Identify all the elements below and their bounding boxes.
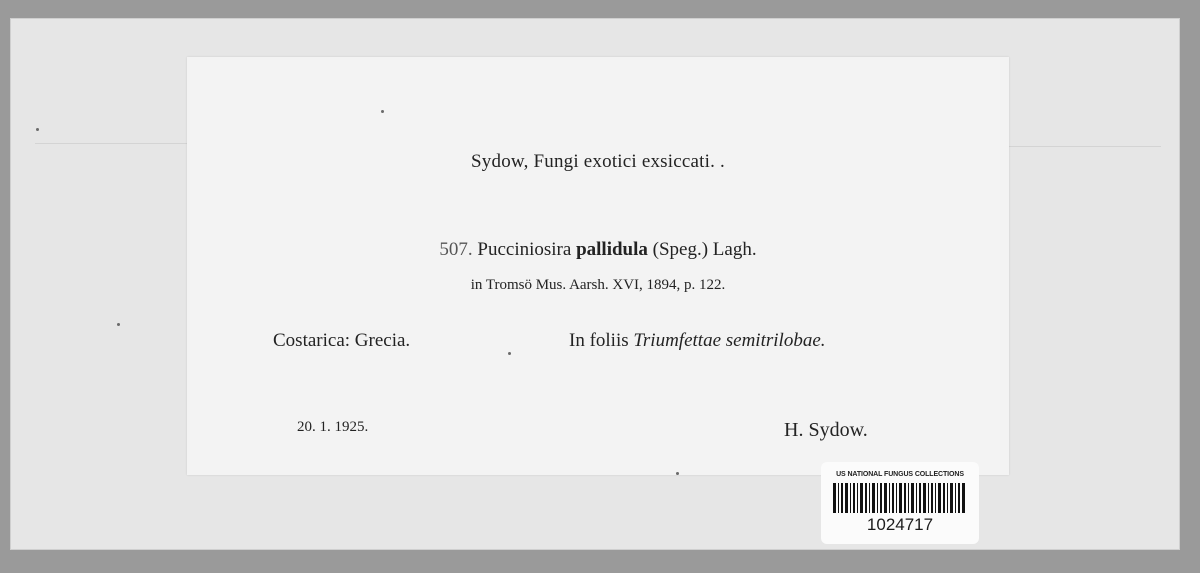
genus-name: Pucciniosira bbox=[477, 239, 572, 260]
series-title-dot: . bbox=[720, 151, 725, 172]
species-line bbox=[187, 239, 1009, 261]
speck bbox=[676, 472, 679, 475]
speck bbox=[117, 323, 120, 326]
sheet-rule-left bbox=[35, 143, 195, 144]
catalog-number: 1024717 bbox=[866, 515, 934, 534]
specimen-label bbox=[187, 57, 1009, 475]
host-line bbox=[569, 330, 826, 352]
barcode-label bbox=[821, 462, 979, 544]
speck bbox=[381, 110, 384, 113]
collector-name: H. Sydow. bbox=[784, 419, 868, 441]
exsiccata-number: 507. bbox=[439, 239, 473, 260]
locality: Costarica: Grecia. bbox=[273, 330, 411, 351]
species-epithet: pallidula bbox=[576, 239, 648, 260]
collection-name: US NATIONAL FUNGUS COLLECTIONS bbox=[836, 471, 964, 478]
speck bbox=[36, 128, 39, 131]
species-authority: (Speg.) Lagh. bbox=[652, 239, 757, 260]
host-name: Triumfettae semitrilobae. bbox=[633, 330, 826, 351]
series-title bbox=[187, 151, 1009, 173]
barcode-icon bbox=[833, 483, 967, 513]
collection-date: 20. 1. 1925. bbox=[297, 419, 369, 435]
sheet-rule-right bbox=[1001, 146, 1161, 147]
herbarium-sheet bbox=[10, 18, 1180, 550]
series-title-text: Sydow, Fungi exotici exsiccati. bbox=[471, 151, 716, 172]
literature-citation: in Tromsö Mus. Aarsh. XVI, 1894, p. 122. bbox=[470, 277, 726, 293]
speck bbox=[508, 352, 511, 355]
host-prefix: In foliis bbox=[569, 330, 629, 351]
